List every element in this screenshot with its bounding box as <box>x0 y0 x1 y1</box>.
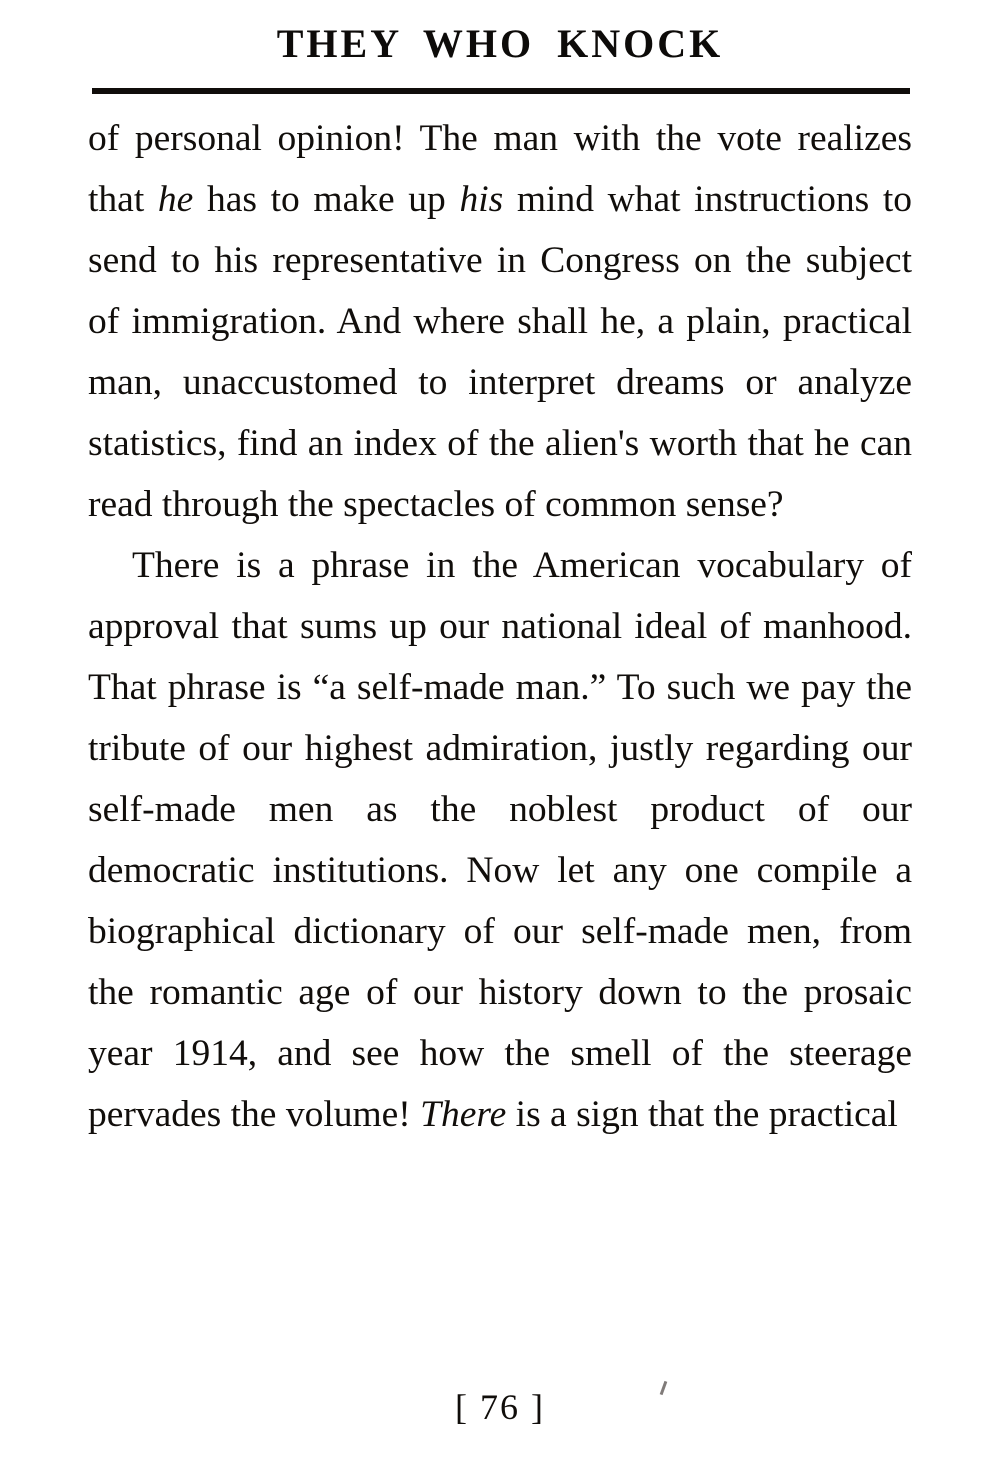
page-title: THEY WHO KNOCK <box>276 21 724 66</box>
header-rule <box>92 88 910 94</box>
paragraph: of personal opinion! The man with the vote realizes that he has to make up his mind what instructions to send to his representative in Congress on the subject of immigration. And where shall he, a plain, practical man, unaccustomed to interpret dreams or analyze statistics, find an index of the alien's worth that he can read through the spectacles of common sense? <box>88 118 912 525</box>
paragraph: There is a phrase in the American vocabulary of approval that sums up our national ideal of manhood. That phrase is “a self-made man.” To such we pay the tribute of our highest admiration, justly regarding our self-made men as the noblest product of our democratic institutions. Now let any one compile a biographical dictionary of our self-made men, from the romantic age of our history down to the prosaic year 1914, and see how the smell of the steerage pervades the volume! There is a sign that the practical <box>88 545 912 1135</box>
page-body <box>88 108 912 1145</box>
page-number: [ 76 ] <box>455 1387 545 1427</box>
